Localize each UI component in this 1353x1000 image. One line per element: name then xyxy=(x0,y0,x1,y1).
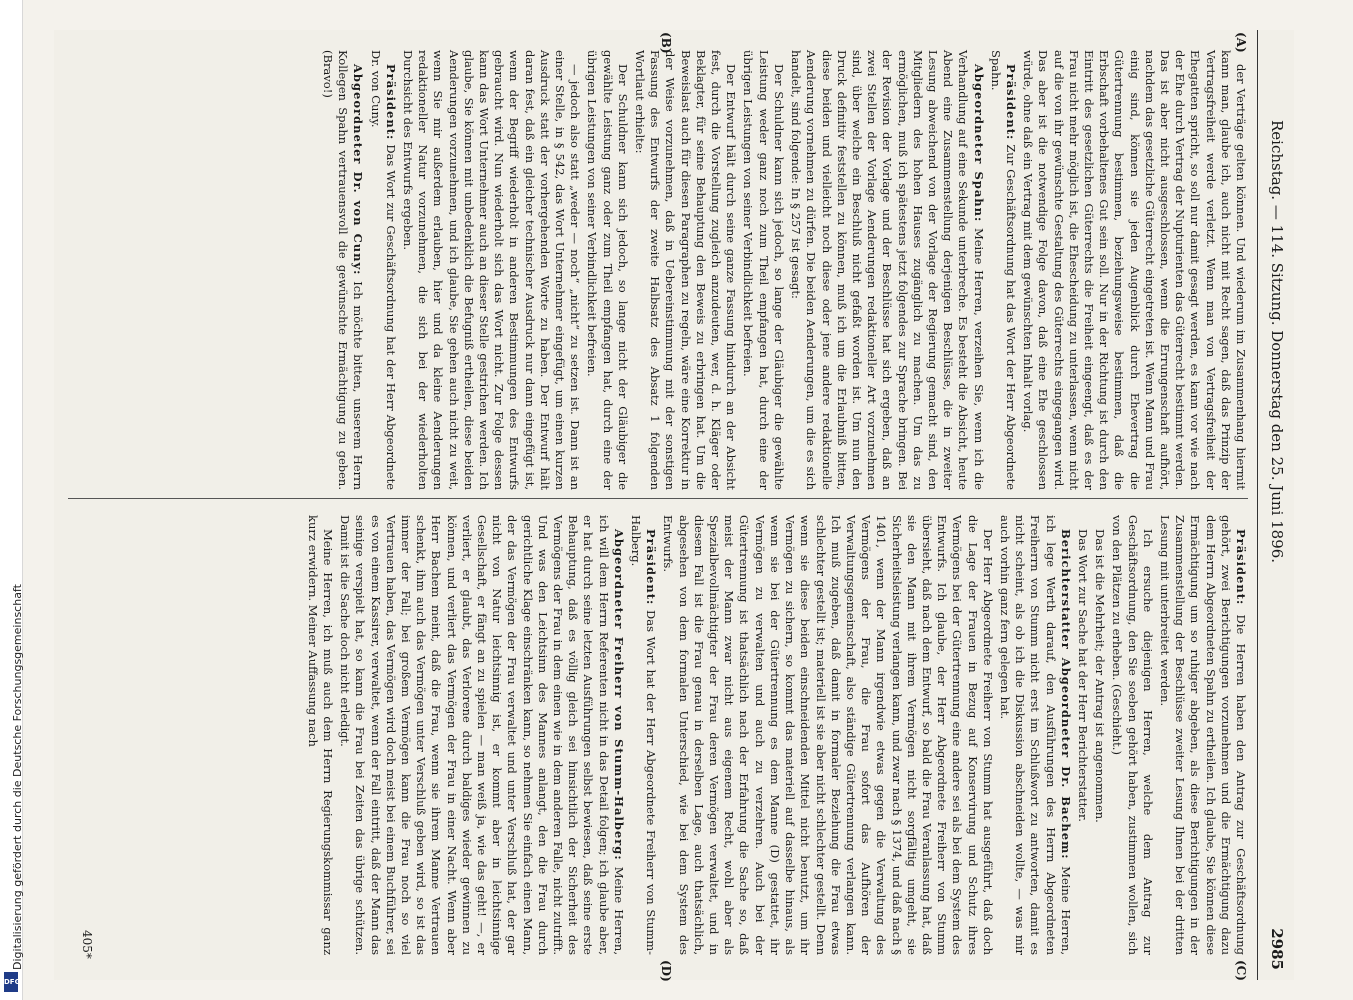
right-column xyxy=(68,515,1248,955)
paragraph-text: Das Wort zur Sache hat der Herr Berichterstatter. xyxy=(1075,529,1090,822)
digitization-credit xyxy=(0,0,23,1000)
paragraph-text: Der Entwurf hält durch seine ganze Fassung hindurch an der Absicht fest, durch die Vorstellung zugleich anzudeuten, wer, d. h. Kläger oder Beklagter, für seine Behauptung den Beweis zu erbringen hat. Um die Beweislast auch für diesen Paragraphen zu regeln, wäre eine Korrektur in der Weise vorzunehmen, daß in Uebereinstimmung mit der sonstigen Fassung des Entwurfs der zweite Halbsatz des Absatz 1 folgenden Wortlaut erhielte: xyxy=(633,50,739,490)
paragraph-text: Ich möchte bitten, unserem Herrn Kollegen Spahn vertrauensvoll die gewünschte Ermächtigung zu geben. (Bravo!) xyxy=(321,50,366,491)
paragraph-text: Ich ersuche diejenigen Herren, welche dem Antrag zur Geschäftsordnung, den Sie soeben gehört haben, zustimmen wollen, sich von den Plätzen zu erheben. (Geschieht.) xyxy=(1110,515,1155,955)
newspaper-page xyxy=(54,30,1294,980)
margin-marker-c: (C) xyxy=(1234,960,1248,981)
paragraph-text: Das Wort hat der Herr Abgeordnete Freiherr von Stumm-Halberg. xyxy=(629,515,659,955)
left-paragraph xyxy=(584,50,630,490)
right-paragraph xyxy=(997,515,1073,955)
paragraph-text: — jedoch also statt „weder — noch“ „nicht“ zu setzen ist. Dann ist an einer Stelle, in § 542, das Wort Unternehmer eingefügt, um einen kurzen Ausdruck statt der vorhergehenden Worte zu haben. Der Entwurf hält daran fest, daß ein gleicher technischer Ausdruck nur dann eingefügt ist, wenn der Begriff wiederholt in anderen Bestimmungen des Entwurfs gebraucht wird. Nun wiederholt sich das Wort nicht. Zur Folge dessen kann das Wort Unternehmer auch an dieser Stelle gestrichen werden. Ich glaube, Sie können mit unbedenklich die Befugniß ertheilen, diese beiden Aenderungen vorzunehmen, und ich glaube, Sie gehen auch nicht zu weit, wenn Sie mir außerdem erlauben, hier und da kleine Aenderungen redaktioneller Natur vorzunehmen, die sich bei der wiederholten Durchsicht des Entwurfs ergeben. xyxy=(401,50,583,490)
paragraph-text: Das Wort zur Geschäftsordnung hat der Herr Abgeordnete Dr. von Cuny. xyxy=(368,50,398,491)
running-head: Reichstag. — 114. Sitzung. Donnerstag den 25. Juni 1896. xyxy=(1268,120,1286,564)
dfg-logo: DFG xyxy=(4,972,18,992)
text-columns xyxy=(68,30,1248,980)
speaker-name: Abgeordneter Spahn: xyxy=(971,64,986,223)
right-paragraph xyxy=(337,515,626,955)
left-paragraph xyxy=(740,50,786,490)
left-paragraph xyxy=(988,50,1018,490)
paragraph-text: Meine Herren, ich will dem Herrn Referenten nicht in das Detail folgen; ich glaube aber, er hat durch seine letzten Ausführungen selbst bewiesen, daß seine erste Behauptung, daß es völlig gleich sei hinsichtlich der Sicherheit des Vermögens der Frau in dem einen wie in dem anderen Falle, nicht zutrifft. Und was den Leichtsinn des Mannes anlangt, den die Frau durch gerichtliche Klage einschränken kann, so nehmen Sie einfach einen Mann, der das Vermögen der Frau verwaltet und unter Verschluß hat, der gar nicht von Natur leichtsinnig ist, er kommt aber in leichtsinnige Gesellschaft, er fängt an zu spielen — man weiß ja, wie das geht! —, er verliert, er glaubt, das Verlorene durch baldiges wieder gewinnen zu können, und verliert das Vermögen der Frau in einer Nacht. Wenn aber Herr Bachem meint, daß die Frau, wenn sie ihrem Manne Vertrauen schenkt, ihm auch das Vermögen unter Verschluß geben wird, so ist das immer der Fall; bei großem Vermögen kann die Frau noch so viel Vertrauen haben, das Vermögen wird doch meist bei einem Buchführer, sei es von einem Kassirer, verwaltet, wenn der Fall eintritt, daß der Mann das seinige verspielt hat, so kann die Frau bei Zeiten das übrige schützen. Damit ist die Sache doch nicht erledigt. xyxy=(338,515,626,955)
paragraph-text: Die Herren haben den Antrag zur Geschäftsordnung gehört, zwei Berichtigungen vorzunehmen und die Ermächtigung dazu dem Herrn Abgeordneten Spahn zu ertheilen. Ich glaube, Sie können diese Ermächtigung um so ruhiger abgeben, als diese Berichtigungen in der Zusammenstellung der Beschlüsse zweiter Lesung Ihnen bei der dritten Lesung mit unterbreitet werden. xyxy=(1157,515,1248,956)
right-paragraph xyxy=(660,515,994,955)
margin-marker-d: (D) xyxy=(659,960,673,982)
left-paragraph xyxy=(788,50,986,490)
right-paragraph xyxy=(628,515,658,955)
left-paragraph xyxy=(1020,50,1248,490)
signature-mark: 405* xyxy=(80,930,94,959)
paragraph-text: Zur Geschäftsordnung hat das Wort der Herr Abgeordnete Spahn. xyxy=(988,50,1018,490)
margin-marker-b: (B) xyxy=(659,32,673,54)
margin-marker-a: (A) xyxy=(1234,32,1248,53)
left-paragraph xyxy=(400,50,582,490)
speaker-name: Präsident: xyxy=(383,64,398,141)
paragraph-text: der Verträge gelten können. Und wiederum im Zusammenhang hiermit kann man, glaube ich, auch nicht mit Recht sagen, daß das Prinzip der Vertragsfreiheit werde verletzt. Wenn man von Vertragsfreiheit der Ehegatten spricht, so soll nur damit gesagt werden, es kann vor wie nach der Ehe durch Vertrag der Nupturienten das Güterrecht bestimmt werden. Das ist aber nicht ausgeschlossen, wenn die Errungenschaft aufhört, nachdem das gesetzliche Güterrecht eingetreten ist. Wenn Mann und Frau einig sind, können sie jeden Augenblick durch Ehevertrag die Gütertrennung bestimmen, beziehungsweise bestimmen, daß die Erbschaft vorbehaltenes Gut sein soll. Nur in der Richtung ist durch den Eintritt des gesetzlichen Güterrechts die Freiheit eingeengt, daß es der Frau nicht mehr möglich ist, die Ehescheidung zu unterlassen, wenn nicht auf die von ihr gewünschte Gestaltung des Güterrechts eingegangen wird. Das aber ist die notwendige Folge davon, daß eine Ehe geschlossen würde, ohne daß ein Vertrag mit dem gewünschten Inhalt vorlag. xyxy=(1021,50,1248,490)
right-paragraph xyxy=(305,515,335,955)
paragraph-text: Das ist die Mehrheit; der Antrag ist angenommen. xyxy=(1093,529,1108,823)
paragraph-text: Meine Herren, ich muß auch dem Herrn Regierungskommissar ganz kurz erwidern. Meiner Auffassung nach xyxy=(305,515,336,955)
speaker-name: Präsident: xyxy=(1003,64,1018,141)
page-header xyxy=(1257,30,1294,980)
column-divider xyxy=(68,498,1248,499)
right-paragraph xyxy=(1109,515,1155,955)
left-column xyxy=(68,50,1248,490)
right-paragraph xyxy=(1157,515,1248,955)
paragraph-text: Der Schuldner kann sich jedoch, so lange nicht der Gläubiger die gewählte Leistung ganz oder zum Theil empfangen hat, durch eine der übrigen Leistungen von seiner Verbindlichkeit befreien. xyxy=(585,50,630,490)
paragraph-text: Meine Herren, ich lege Werth darauf, den Ausführungen des Herrn Abgeordneten Freiherrn von Stumm nicht erst im Schlußwort zu antworten, damit es nicht scheint, als ob ich die Diskussion abschneiden wollte, — was mir auch vorhin ganz fern gelegen hat. xyxy=(997,515,1073,956)
left-paragraph xyxy=(367,50,397,490)
right-paragraph xyxy=(1092,515,1107,955)
left-paragraph xyxy=(632,50,738,490)
speaker-name: Präsident: xyxy=(1234,529,1248,606)
speaker-name: Berichterstatter Abgeordneter Dr. Bachem: xyxy=(1058,529,1073,860)
speaker-name: Abgeordneter Dr. von Cuny: xyxy=(351,64,366,276)
paragraph-text: Der Schuldner kann sich jedoch, so lange der Gläubiger die gewählte Leistung weder ganz noch zum Theil empfangen hat, durch eine der übrigen Leistungen von seiner Verbindlichkeit befreien. xyxy=(741,50,786,490)
credit-text: Digitalisierung gefördert durch die Deutsche Forschungsgemeinschaft xyxy=(11,584,24,970)
speaker-name: Präsident: xyxy=(644,529,659,606)
right-paragraph xyxy=(1075,515,1090,955)
paragraph-text: Der Herr Abgeordnete Freiherr von Stumm hat ausgeführt, daß doch die Lage der Frauen in Bezug auf Konservirung und Schutz ihres Vermögens bei der Gütertrennung eine andere sei als bei dem System des Entwurfs. Ich glaube, der Herr Abgeordnete Freiherr von Stumm übersieht, daß nach dem Entwurf, so bald die Frau Veranlassung hat, daß sie den Mann mit ihrem Vermögen nicht sorgfältig umgeht, sie Sicherheitsleistung verlangen kann, und zwar nach § 1374, und daß nach § 1401, wenn der Mann irgendwie etwas gegen die Verwaltung des Vermögens der Frau, die Frau sofort das Aufhören der Verwaltungsgemeinschaft, also ständige Gütertrennung verlangen kann. Ich muß zugeben, daß damit in formaler Beziehung die Frau etwas schlechter gestellt ist; materiell ist sie aber nicht schlechter gestellt. Denn wenn sie diese beiden einschneidenden Mittel nicht benutzt, um ihr Vermögen zu sichern, so kommt das materiell auf dasselbe hinaus, als wenn sie bei der Gütertrennung es dem Manne (D) gestattet, ihr Vermögen zu verwalten und auch zu verzehren. Auch bei der Gütertrennung ist thatsächlich nach der Erfahrung die Sache so, daß meist der Mann zwar nicht aus eigenem Recht, wohl aber als Spezialbevollmächtigter der Frau deren Vermögen verwaltet, und in diesem Fall ist die Frau genau in derselben Lage, auch thatsächlich, abgesehen von dem formalen Unterschied, wie bei dem System des Entwurfs. xyxy=(661,515,995,955)
left-paragraph xyxy=(320,50,366,490)
paragraph-text: Meine Herren, verzeihen Sie, wenn ich die Verhandlung auf eine Sekunde unterbreche. Es besteht die Absicht, heute Abend eine Zusammenstellung derjenigen Beschlüsse, die in zweiter Lesung abweichend von der Vorlage der Regierung gemacht sind, den Mitgliedern des hohen Hauses zugänglich zu machen. Um das zu ermöglichen, muß ich spätestens jetzt folgendes zur Sprache bringen. Bei der Revision der Vorlage und der Beschlüsse hat sich ergeben, daß an zwei Stellen der Vorlage Aenderungen redaktioneller Art vorzunehmen sind, über welche ein Beschluß nicht gefaßt worden ist. Um nun den Druck definitiv feststellen zu können, muß ich um die Erlaubniß bitten, diese beiden und vielleicht noch diese oder jene andere redaktionelle Aenderung vornehmen zu dürfen. Die beiden Aenderungen, um die es sich handelt, sind folgende: In § 257 ist gesagt: xyxy=(789,50,986,490)
speaker-name: Abgeordneter Freiherr von Stumm-Halberg: xyxy=(611,529,626,861)
page-number: 2985 xyxy=(1268,928,1286,970)
